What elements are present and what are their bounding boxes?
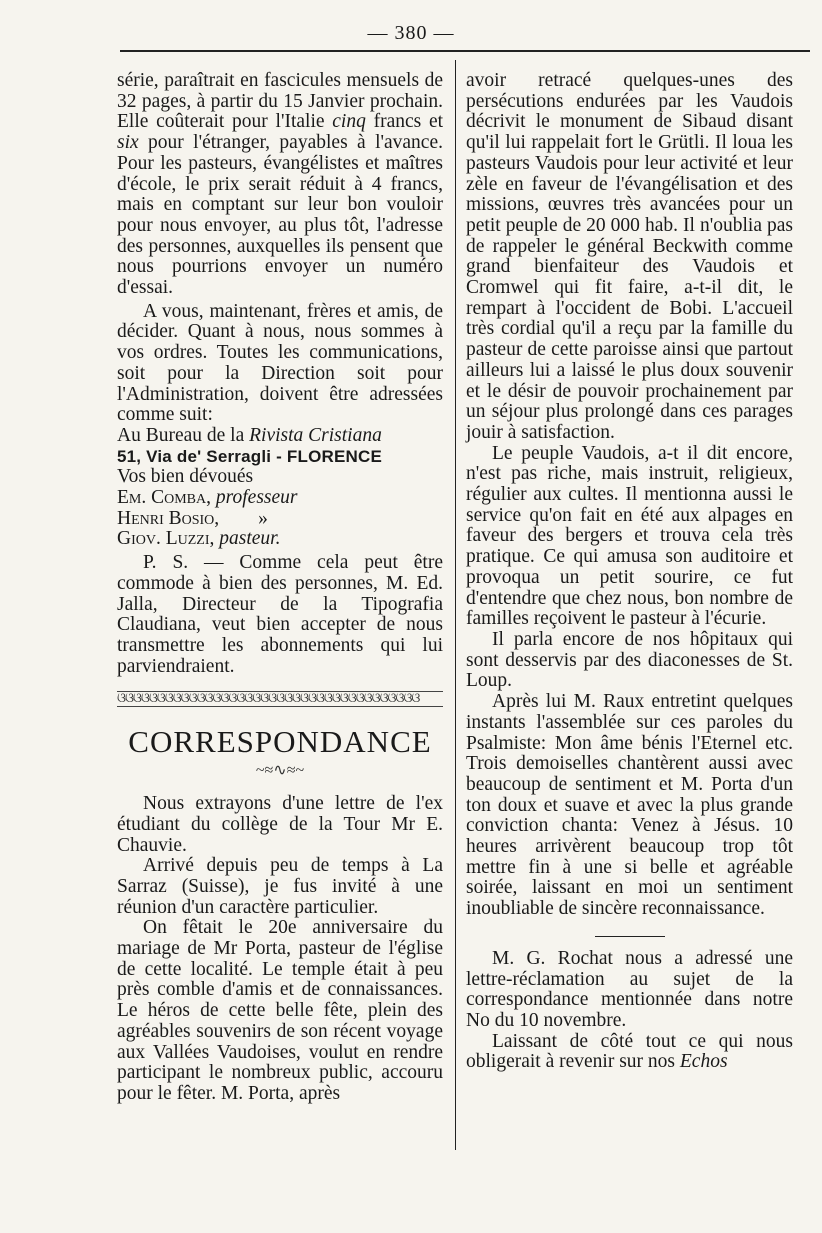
address-street: 51, Via de' Serragli - FLORENCE — [117, 446, 383, 466]
right-column — [466, 71, 793, 1073]
paragraph-continued: avoir retracé quelques-unes des persécutions endurées par les Vaudois décrivit le monument de Sibaud disant qu'il lui rappelait fort le Grütli. Il loua les pasteurs Vaudois pour leur activité et leur zèle en faveur de l'évangélisation et des missions, œuvres très avancées pour un petit peuple de 20 000 hab. Il n'oublia pas de rappeler le général Beckwith comme grand bienfaiteur des Vaudois et Cromwel qui fit faire, a-t-il dit, le rempart à l'occident de Bobi. L'accueil très cordial qu'il a reçu par la famille du pasteur de cette paroisse ainsi que partout ailleurs lui a laissé le plus doux souvenir et le désir de pouvoir prochainement par un séjour plus prolongé dans ces parages jouir à satisfaction. — [466, 70, 793, 443]
paragraph-decision: A vous, maintenant, frères et amis, de décider. Quant à nous, nous sommes à vos ordres. Toutes les communications, soit pour la Direction soit pour l'Administration, doivent être adressées comme suit: — [117, 300, 443, 426]
paragraph-correspondence: On fêtait le 20e anniversaire du mariage de Mr Porta, pasteur de l'église de cette localité. Le temple était à peu près comble d'amis et de connaissances. Le héros de cette belle fête, plein des agréables souvenirs de son récent voyage aux Vallées Vaudoises, voulut en rendre participant le nombreux public, accouru pour le fêter. M. Porta, après — [117, 917, 443, 1104]
column-divider — [455, 60, 456, 1150]
closing-salutation: Vos bien dévoués — [117, 466, 254, 488]
title-flourish: ~≈∿≈~ — [255, 762, 305, 780]
paragraph-correspondence-intro: Nous extrayons d'une lettre de l'ex étudiant du collège de la Tour Mr E. Chauvie. — [117, 793, 443, 856]
page-number: — 380 — — [367, 22, 455, 44]
paragraph-rochat: M. G. Rochat nous a adressé une lettre-réclamation au sujet de la correspondance mentionnée dans notre No du 10 novembre. — [466, 947, 793, 1031]
section-separator — [595, 936, 665, 937]
left-column — [117, 71, 443, 1105]
paragraph-correspondence: Le peuple Vaudois, a-t il dit encore, n'est pas riche, mais instruit, religieux, régulier aux cultes. Il mentionna aussi le service qu'on fait en été aux alpages en faveur des bergers et trouva cela très pratique. Ce qui amusa son auditoire et provoqua un petit sourire, ce fut d'entendre que chez nous, bon nombre de familles reçoivent le pasteur à l'écurie. — [466, 442, 793, 630]
signature-line: Henri Bosio, » — [117, 507, 268, 529]
paragraph-rochat-continued: Laissant de côté tout ce qui nous obligerait à revenir sur nos Echos — [466, 1030, 793, 1073]
signature-line: Giov. Luzzi, pasteur. — [117, 528, 281, 550]
header-rule — [120, 50, 810, 52]
postscript: P. S. — Comme cela peut être commode à bien des personnes, M. Ed. Jalla, Directeur de la Tipografia Claudiana, veut bien accepter de nous transmettre les abonnements qui lui parviendraient. — [117, 552, 443, 677]
paragraph-correspondence: Après lui M. Raux entretint quelques instants l'assemblée sur ces paroles du Psalmiste: Mon âme bénis l'Eternel etc. Trois demoiselles chantèrent aussi avec beaucoup de sentiment et M. Porta d'un ton doux et suave et avec la plus grande conviction chanta: Venez à Jésus. 10 heures arrivèrent beaucoup trop tôt mettre fin à une si belle et agréable soirée, laissant en moi un sentiment inoubliable de sincère reconnaissance. — [466, 691, 793, 920]
paragraph-subscription: série, paraîtrait en fascicules mensuels de 32 pages, à partir du 15 Janvier prochain. Elle coûterait pour l'Italie cinq francs et six pour l'étranger, payables à l'avance. Pour les pasteurs, évangélistes et maîtres d'école, le prix serait réduit à 4 francs, mais en comptant sur leur bon vouloir pour nous envoyer, au plus tôt, l'adresse des personnes, auxquelles ils pensent que nous pourrions envoyer un numéro d'essai. — [117, 70, 444, 299]
address-bureau: Au Bureau de la Rivista Cristiana — [117, 424, 382, 446]
signature-line: Em. Comba, professeur — [117, 487, 298, 509]
section-title: CORRESPONDANCE — [128, 724, 432, 760]
paragraph-correspondence: Arrivé depuis peu de temps à La Sarraz (Suisse), je fus invité à une réunion d'un caractère particulier. — [117, 855, 443, 918]
ornamental-divider: ଓଓଓଓଓଓଓଓଓଓଓଓଓଓଓଓଓଓଓଓଓଓଓଓଓଓଓଓଓଓଓଓଓଓଓଓଓଓ — [117, 691, 443, 707]
paragraph-correspondence: Il parla encore de nos hôpitaux qui sont desservis par des diaconesses de St. Loup. — [466, 628, 793, 692]
